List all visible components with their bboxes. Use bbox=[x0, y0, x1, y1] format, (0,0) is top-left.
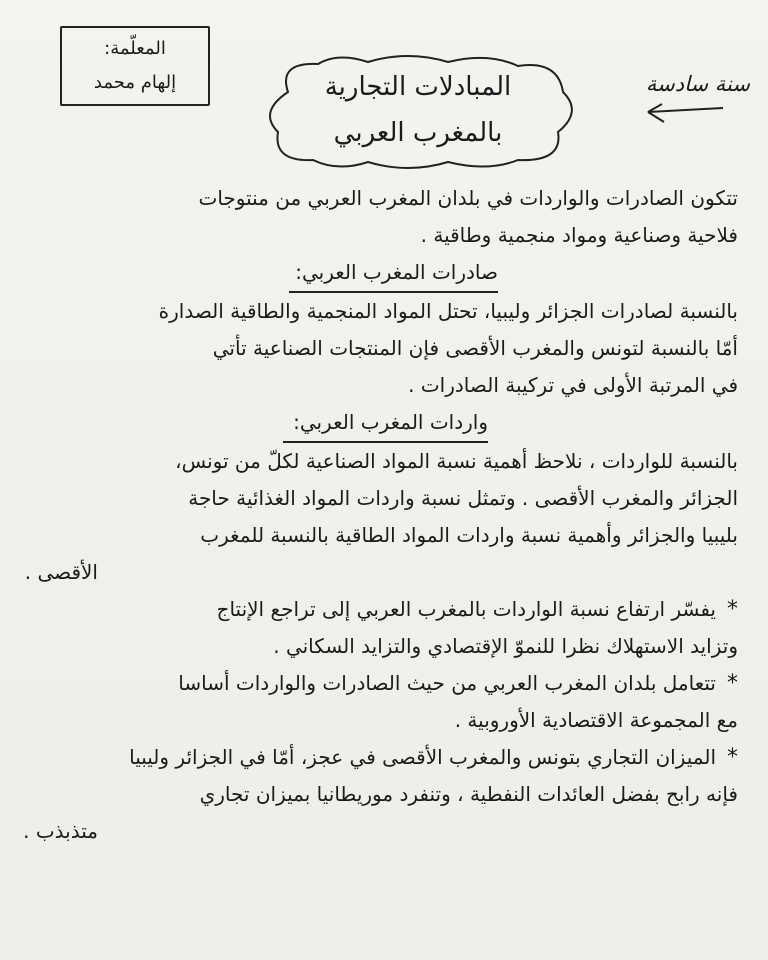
bullet-3-line-2: فإنه رابح بفضل العائدات النفطية ، وتنفرد موريطانيا بميزان تجاري bbox=[199, 782, 738, 806]
title-line-1: المبادلات التجارية bbox=[324, 72, 512, 102]
intro-line-1: تتكون الصادرات والواردات في بلدان المغرب العربي من منتوجات bbox=[198, 186, 738, 210]
bullet-3-line-1: * الميزان التجاري بتونس والمغرب الأقصى في عجز، أمّا في الجزائر وليبيا bbox=[20, 739, 738, 776]
heading-exports: صادرات المغرب العربي: bbox=[289, 254, 498, 293]
bullet-1-line-2: وتزايد الاستهلاك نظرا للنموّ الإقتصادي والتزايد السكاني . bbox=[273, 634, 738, 658]
heading-imports: واردات المغرب العربي: bbox=[283, 404, 488, 443]
teacher-name: إلهام محمد bbox=[93, 72, 177, 93]
bullet-3-line-3: متذبذب . bbox=[23, 819, 98, 843]
imports-line-1: بالنسبة للواردات ، نلاحظ أهمية نسبة المواد الصناعية لكلّ من تونس، bbox=[175, 449, 738, 473]
imports-line-3: بليبيا والجزائر وأهمية نسبة واردات المواد الطاقية بالنسبة للمغرب bbox=[200, 523, 738, 547]
title-line-2: بالمغرب العربي bbox=[333, 118, 503, 148]
teacher-label: المعلّمة: bbox=[104, 38, 166, 59]
exports-line-2: أمّا بالنسبة لتونس والمغرب الأقصى فإن المنتجات الصناعية تأتي bbox=[212, 336, 738, 360]
page-title bbox=[258, 64, 578, 156]
teacher-box bbox=[60, 26, 210, 106]
imports-line-4: الأقصى . bbox=[24, 560, 98, 584]
exports-line-3: في المرتبة الأولى في تركيبة الصادرات . bbox=[408, 373, 738, 397]
intro-line-2: فلاحية وصناعية ومواد منجمية وطاقية . bbox=[420, 223, 738, 247]
lesson-content bbox=[20, 180, 738, 850]
imports-line-2: الجزائر والمغرب الأقصى . وتمثل نسبة واردات المواد الغذائية حاجة bbox=[188, 486, 738, 510]
exports-line-1: بالنسبة لصادرات الجزائر وليبيا، تحتل المواد المنجمية والطاقية الصدارة bbox=[158, 299, 738, 323]
bullet-2-line-1: * تتعامل بلدان المغرب العربي من حيث الصادرات والواردات أساسا bbox=[20, 665, 738, 702]
arrow-icon bbox=[628, 100, 728, 140]
grade-label: سنة سادسة bbox=[645, 72, 750, 96]
bullet-2-line-2: مع المجموعة الاقتصادية الأوروبية . bbox=[454, 708, 738, 732]
bullet-1-line-1: * يفسّر ارتفاع نسبة الواردات بالمغرب العربي إلى تراجع الإنتاج bbox=[20, 591, 738, 628]
